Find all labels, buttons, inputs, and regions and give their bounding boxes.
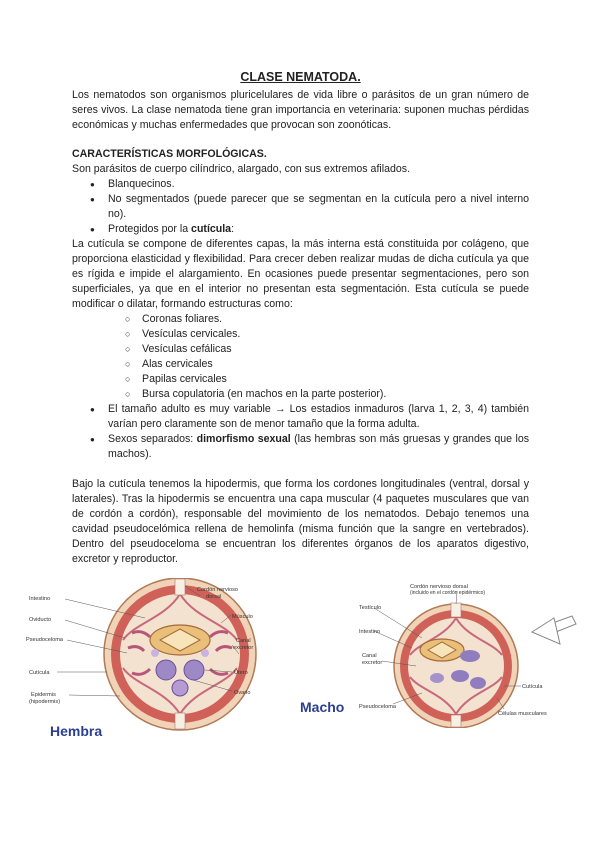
label-cordon-2: (incluido en el cordón epidérmico) — [410, 590, 486, 596]
label-canal-2: excretor — [233, 645, 254, 651]
label-cordon: Cordón nervioso — [197, 587, 239, 593]
list-item: ● El tamaño adulto es muy variable → Los estadios inmaduros (larva 1, 2, 3, 4) también varían pero claramente son de menor tamaño que la forma adulta. — [90, 402, 529, 432]
label-cordon: Cordón nervioso dorsal — [410, 584, 468, 590]
label-epidermis: Epidermis — [31, 692, 56, 698]
list-item: ● No segmentados (puede parecer que se segmentan en la cutícula pero a nivel interno no). — [90, 192, 529, 222]
label-canal-2: excretor — [362, 660, 383, 666]
label-canal: Canal — [362, 653, 377, 659]
label-pseudoceloma: Pseudoceloma — [359, 704, 397, 710]
section-heading: CARACTERÍSTICAS MORFOLÓGICAS. — [72, 148, 267, 160]
list-item: ○ Papilas cervicales — [125, 372, 529, 387]
section-intro: Son parásitos de cuerpo cilíndrico, alargado, con sus extremos afilados. — [72, 163, 411, 175]
document-title: CLASE NEMATODA. — [240, 70, 361, 84]
label-celulas: Células musculares — [498, 711, 547, 717]
label-intestino: Intestino — [29, 596, 51, 602]
female-cross-section-figure — [25, 578, 275, 743]
list-item: ○ Bursa copulatoria (en machos en la parte posterior). — [125, 387, 529, 402]
label-cuticula: Cutícula — [29, 670, 50, 676]
label-cuticula: Cutícula — [522, 684, 543, 690]
list-item: ○ Coronas foliares. — [125, 312, 529, 327]
characteristics-list — [72, 177, 529, 237]
label-cordon-2: dorsal — [206, 594, 222, 600]
female-caption: Hembra — [50, 723, 103, 739]
label-utero: Útero — [234, 670, 248, 676]
male-cross-section-figure — [292, 578, 584, 728]
list-item: ● Blanquecinos. — [90, 177, 529, 192]
label-oviducto: Oviducto — [29, 617, 52, 623]
label-intestino: Intestino — [359, 629, 381, 635]
label-canal: Canal — [236, 638, 251, 644]
hipodermis-paragraph: Bajo la cutícula tenemos la hipodermis, que forma los cordones longitudinales (ventral, dorsal y laterales). Tras la hipodermis se encuentra una capa muscular (4 paquetes musculares que van de cordón a cordón), responsable del movimiento de los nematodos. Debajo tenemos una cavidad pseudocelómica rellena de hemolinfa (misma función que la sangre en vertebrados). Dentro del pseudoceloma se encuentran los diferentes órganos de los aparatos digestivo, excretor y reproductor. — [72, 478, 529, 565]
document-page — [72, 70, 529, 567]
cuticula-paragraph: La cutícula se compone de diferentes capas, la más interna está constituida por colágeno, que proporciona elasticidad y flexibilidad. Para crecer deben realizar mudas de dicha cutícula ya que es rígida e impide el alargamiento. En ocasiones puede presentar segmentaciones, pero son superficiales, ya que en el interior no presentan esta segmentación. Esta cutícula se puede modificar o dilatar, formando estructuras como: — [72, 238, 529, 310]
label-musculo: Músculo — [232, 614, 253, 620]
male-caption: Macho — [300, 699, 345, 715]
label-hipodermis: (hipodermis) — [29, 699, 61, 705]
characteristics-list-2 — [72, 402, 529, 462]
label-pseudoceloma: Pseudoceloma — [26, 637, 64, 643]
label-ovario: Ovario — [234, 690, 251, 696]
intro-paragraph: Los nematodos son organismos pluricelulares de vida libre o parásitos de un gran número de seres vivos. La clase nematoda tiene gran importancia en veterinaria: suponen muchas pérdidas económicas y muchas enfermedades que provocan son zoonóticas. — [72, 89, 529, 131]
label-testiculo: Testículo — [359, 605, 382, 611]
list-item: ○ Vesículas cervicales. — [125, 327, 529, 342]
list-item: ○ Vesículas cefálicas — [125, 342, 529, 357]
cuticle-structures-list — [72, 312, 529, 402]
list-item: ● Sexos separados: dimorfismo sexual (las hembras son más gruesas y grandes que los machos). — [90, 432, 529, 462]
list-item: ○ Alas cervicales — [125, 357, 529, 372]
list-item: ● Protegidos por la cutícula: — [90, 222, 529, 237]
